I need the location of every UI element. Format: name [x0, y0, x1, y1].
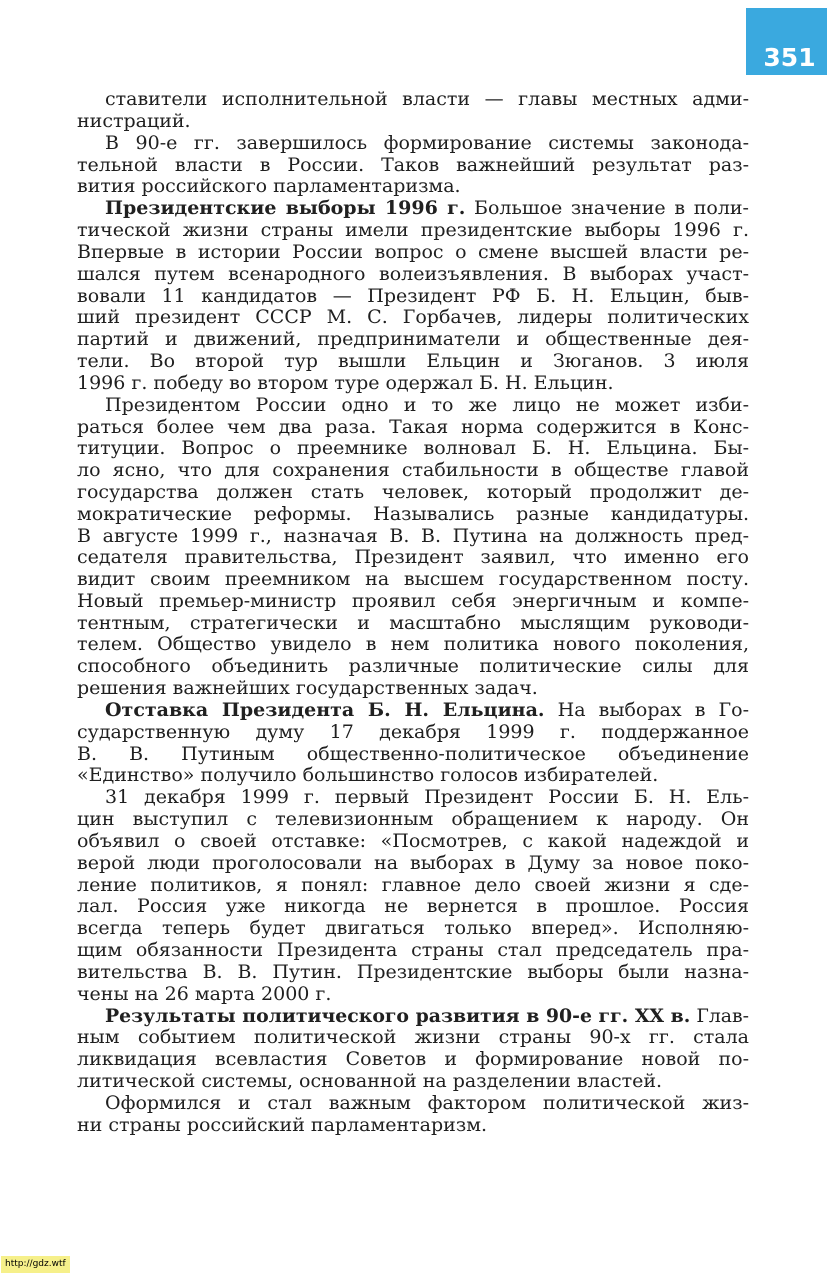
- text-line: [77, 656, 749, 678]
- text-line: [77, 831, 749, 853]
- text-line: [77, 875, 749, 897]
- section-heading: Президентские выборы 1996 г.: [105, 197, 466, 220]
- text-line: [77, 89, 749, 111]
- line-text: Президентом России одно и то же лицо не может изби-: [105, 393, 749, 416]
- line-text: мократические реформы. Назывались разные кандидатуры.: [77, 502, 749, 525]
- text-line: [77, 547, 749, 569]
- text-line: [77, 896, 749, 918]
- text-line: [77, 504, 749, 526]
- line-text: тентным, стратегически и масштабно мыслящим руководи-: [77, 611, 749, 634]
- text-line: [77, 438, 749, 460]
- line-text: цин выступил с телевизионным обращением к народу. Он: [77, 808, 749, 831]
- line-text: В 90-е гг. завершилось формирование системы законода-: [105, 131, 749, 154]
- line-text: тической жизни страны имели президентские выборы 1996 г.: [77, 219, 749, 242]
- line-text: верой люди проголосовали на выборах в Думу за новое поко-: [77, 851, 749, 874]
- text-line: [77, 765, 749, 787]
- paragraph: [77, 700, 749, 787]
- text-line: [77, 482, 749, 504]
- text-line: [77, 569, 749, 591]
- line-text: «Единство» получило большинство голосов избирателей.: [77, 764, 659, 787]
- text-line: [77, 155, 749, 177]
- page-number: 351: [746, 8, 827, 75]
- line-text: партий и движений, предприниматели и общественные дея-: [77, 328, 749, 351]
- line-text: шался путем всенародного волеизъявления. В выборах участ-: [77, 262, 749, 285]
- line-text: Впервые в истории России вопрос о смене высшей власти ре-: [77, 240, 749, 263]
- section-heading: Результаты политического развития в 90-е гг. XX в.: [105, 1004, 691, 1027]
- text-line: [77, 1115, 749, 1137]
- line-text: решения важнейших государственных задач.: [77, 677, 538, 700]
- line-text: сударственную думу 17 декабря 1999 г. поддержанное: [77, 720, 749, 743]
- paragraph: [77, 1006, 749, 1093]
- text-line: [77, 809, 749, 831]
- text-line: [77, 417, 749, 439]
- text-line: [77, 373, 749, 395]
- line-text: ление политиков, я понял: главное дело своей жизни я сде-: [77, 873, 749, 896]
- text-line: [77, 591, 749, 613]
- line-text: ставители исполнительной власти — главы местных адми-: [105, 88, 749, 110]
- line-text: 1996 г. победу во втором туре одержал Б. Н. Ельцин.: [77, 371, 614, 394]
- text-line: [77, 1071, 749, 1093]
- line-text: В августе 1999 г., назначая В. В. Путина на должность пред-: [77, 524, 749, 547]
- paragraph: [77, 1093, 749, 1137]
- text-line: [77, 307, 749, 329]
- text-line: [77, 678, 749, 700]
- line-text: В. В. Путиным общественно-политическое объединение: [77, 742, 749, 765]
- line-text: 31 декабря 1999 г. первый Президент России Б. Н. Ель-: [105, 786, 749, 809]
- text-line: [77, 722, 749, 744]
- text-line: [77, 744, 749, 766]
- line-text: нистраций.: [77, 109, 191, 132]
- text-line: [77, 634, 749, 656]
- line-text: тели. Во второй тур вышли Ельцин и Зюганов. 3 июля: [77, 349, 749, 372]
- line-text: государства должен стать человек, который продолжит де-: [77, 480, 749, 503]
- line-text: Глав-: [690, 1005, 749, 1027]
- line-text: видит своим преемником на высшем государственном посту.: [77, 568, 749, 591]
- line-text: Оформился и стал важным фактором политической жиз-: [105, 1091, 749, 1114]
- line-text: чены на 26 марта 2000 г.: [77, 982, 332, 1005]
- line-text: ни страны российский парламентаризм.: [77, 1113, 488, 1136]
- line-text: вития российского парламентаризма.: [77, 175, 461, 198]
- paragraph: [77, 89, 749, 133]
- text-line: [77, 1027, 749, 1049]
- line-text: титуции. Вопрос о преемнике волновал Б. Н. Ельцина. Бы-: [77, 437, 749, 460]
- line-text: раться более чем два раза. Такая норма содержится в Конс-: [77, 415, 749, 438]
- text-line: [77, 962, 749, 984]
- line-text: Новый премьер-министр проявил себя энергичным и компе-: [77, 589, 749, 612]
- text-line: [77, 220, 749, 242]
- line-text: телем. Общество увидело в нем политика нового поколения,: [77, 633, 749, 656]
- text-line: [77, 526, 749, 548]
- line-text: ший президент СССР М. С. Горбачев, лидеры политических: [77, 306, 749, 329]
- line-text: лал. Россия уже никогда не вернется в прошлое. Россия: [77, 895, 749, 918]
- line-text: ликвидация всевластия Советов и формирование новой по-: [77, 1048, 749, 1071]
- text-line: [77, 111, 749, 133]
- text-body: [77, 89, 749, 1137]
- text-line: [77, 395, 749, 417]
- text-line: [77, 351, 749, 373]
- text-line: [77, 918, 749, 940]
- text-line: [77, 700, 749, 722]
- section-heading: Отставка Президента Б. Н. Ельцина.: [105, 699, 545, 722]
- line-text: На выборах в Го-: [544, 699, 749, 722]
- line-text: способного объединить различные политические силы для: [77, 655, 749, 678]
- text-line: [77, 286, 749, 308]
- line-text: объявил о своей отставке: «Посмотрев, с какой надеждой и: [77, 830, 749, 853]
- text-line: [77, 1006, 749, 1028]
- line-text: вительства В. В. Путин. Президентские выборы были назна-: [77, 960, 749, 983]
- text-line: [77, 984, 749, 1006]
- line-text: седателя правительства, Президент заявил, что именно его: [77, 546, 749, 569]
- line-text: литической системы, основанной на разделении властей.: [77, 1069, 663, 1092]
- line-text: щим обязанности Президента страны стал председатель пра-: [77, 939, 749, 962]
- text-line: [77, 460, 749, 482]
- paragraph: [77, 133, 749, 198]
- paragraph: [77, 787, 749, 1005]
- line-text: вовали 11 кандидатов — Президент РФ Б. Н. Ельцин, быв-: [77, 284, 749, 307]
- text-line: [77, 329, 749, 351]
- paragraph: [77, 198, 749, 394]
- watermark: http://gdz.wtf: [1, 1256, 70, 1273]
- text-line: [77, 242, 749, 264]
- text-line: [77, 176, 749, 198]
- line-text: тельной власти в России. Таков важнейший результат раз-: [77, 153, 749, 176]
- text-line: [77, 787, 749, 809]
- line-text: ло ясно, что для сохранения стабильности в обществе главой: [77, 459, 749, 482]
- text-line: [77, 940, 749, 962]
- text-line: [77, 1093, 749, 1115]
- text-line: [77, 613, 749, 635]
- line-text: Большое значение в поли-: [465, 197, 749, 220]
- line-text: ным событием политической жизни страны 90-х гг. стала: [77, 1026, 749, 1049]
- text-line: [77, 264, 749, 286]
- text-line: [77, 133, 749, 155]
- text-line: [77, 1049, 749, 1071]
- text-line: [77, 853, 749, 875]
- line-text: всегда теперь будет двигаться только вперед». Исполняю-: [77, 917, 749, 940]
- text-line: [77, 198, 749, 220]
- paragraph: [77, 395, 749, 700]
